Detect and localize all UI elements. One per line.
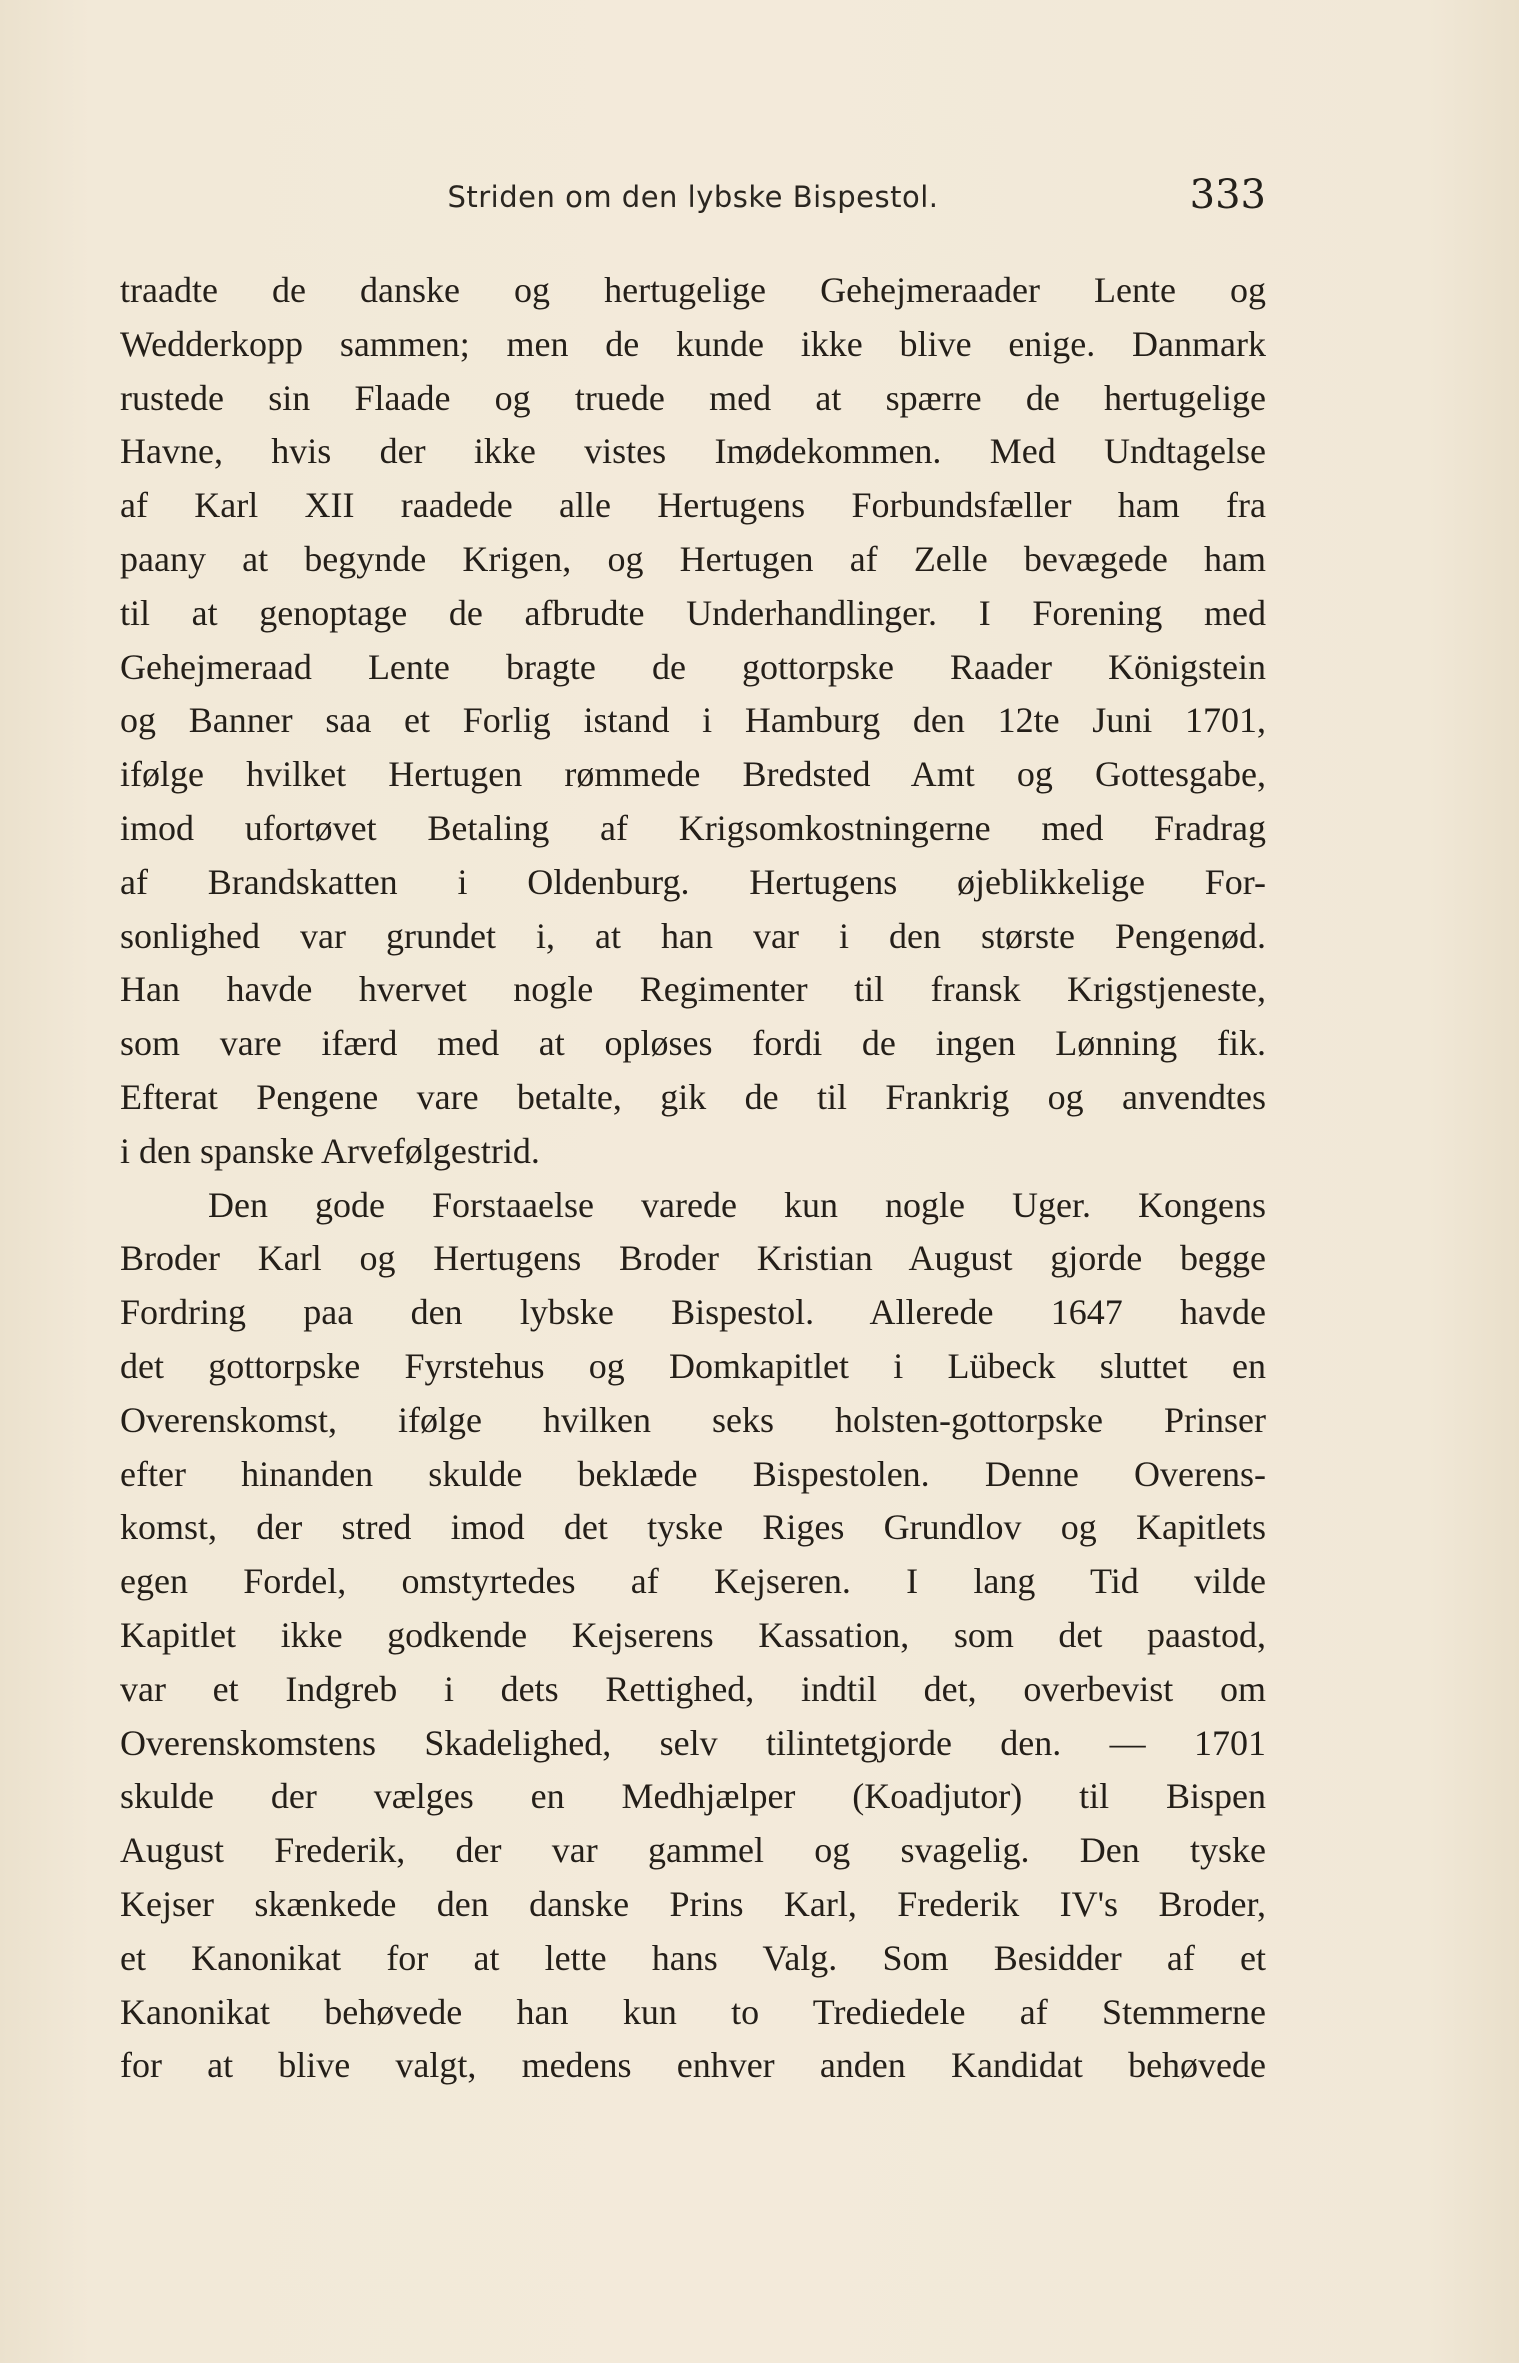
text-line: Efterat Pengene vare betalte, gik de til Frankrig og anvendtes — [120, 1076, 1266, 1117]
text-line: Kejser skænkede den danske Prins Karl, Frederik IV's Broder, — [120, 1883, 1266, 1924]
text-line: komst, der stred imod det tyske Riges Grundlov og Kapitlets — [120, 1507, 1266, 1548]
text-line: og Banner saa et Forlig istand i Hamburg den 12te Juni 1701, — [120, 700, 1266, 741]
text-line: Fordring paa den lybske Bispestol. Allerede 1647 havde — [120, 1292, 1266, 1333]
page-number: 333 — [1189, 172, 1266, 218]
text-line: skulde der vælges en Medhjælper (Koadjutor) til Bispen — [120, 1776, 1266, 1817]
text-line: sonlighed var grundet i, at han var i den største Pengenød. — [120, 915, 1266, 956]
running-title: Striden om den lybske Bispestol. — [447, 180, 939, 214]
text-line: Overenskomst, ifølge hvilken seks holsten-gottorpske Prinser — [120, 1399, 1266, 1440]
text-line: paany at begynde Krigen, og Hertugen af Zelle bevægede ham — [120, 538, 1266, 579]
text-line: et Kanonikat for at lette hans Valg. Som Besidder af et — [120, 1937, 1266, 1978]
text-line: af Karl XII raadede alle Hertugens Forbundsfæller ham fra — [120, 485, 1266, 526]
text-line: Overenskomstens Skadelighed, selv tilintetgjorde den. — 1701 — [120, 1722, 1266, 1763]
text-line: Broder Karl og Hertugens Broder Kristian August gjorde begge — [120, 1238, 1266, 1279]
text-line: af Brandskatten i Oldenburg. Hertugens øjeblikkelige For- — [120, 861, 1266, 902]
text-line: Havne, hvis der ikke vistes Imødekommen. Med Undtagelse — [120, 431, 1266, 472]
text-line: det gottorpske Fyrstehus og Domkapitlet i Lübeck sluttet en — [120, 1345, 1266, 1386]
text-line: Han havde hvervet nogle Regimenter til fransk Krigstjeneste, — [120, 969, 1266, 1010]
text-line: Gehejmeraad Lente bragte de gottorpske Raader Königstein — [120, 646, 1266, 687]
text-line: til at genoptage de afbrudte Underhandlinger. I Forening med — [120, 592, 1266, 633]
text-line: ifølge hvilket Hertugen rømmede Bredsted Amt og Gottesgabe, — [120, 754, 1266, 795]
text-line: var et Indgreb i dets Rettighed, indtil det, overbevist om — [120, 1668, 1266, 1709]
text-line: imod ufortøvet Betaling af Krigsomkostningerne med Fradrag — [120, 807, 1266, 848]
text-line: Wedderkopp sammen; men de kunde ikke blive enige. Danmark — [120, 323, 1266, 364]
text-line: som vare ifærd med at opløses fordi de ingen Lønning fik. — [120, 1023, 1266, 1064]
text-line: Kanonikat behøvede han kun to Trediedele af Stemmerne — [120, 1991, 1266, 2032]
text-line: efter hinanden skulde beklæde Bispestolen. Denne Overens- — [120, 1453, 1266, 1494]
paragraph-start-line: Den gode Forstaaelse varede kun nogle Uger. Kongens — [208, 1184, 1266, 1225]
text-line: August Frederik, der var gammel og svagelig. Den tyske — [120, 1830, 1266, 1871]
body-text — [120, 264, 1266, 2093]
text-line: for at blive valgt, medens enhver anden Kandidat behøvede — [120, 2045, 1266, 2086]
text-line: traadte de danske og hertugelige Gehejmeraader Lente og — [120, 270, 1266, 310]
paragraph-end-line: i den spanske Arvefølgestrid. — [120, 1130, 540, 1171]
text-line: rustede sin Flaade og truede med at spærre de hertugelige — [120, 377, 1266, 418]
text-line: egen Fordel, omstyrtedes af Kejseren. I lang Tid vilde — [120, 1561, 1266, 1602]
text-line: Kapitlet ikke godkende Kejserens Kassation, som det paastod, — [120, 1614, 1266, 1655]
running-head — [120, 172, 1266, 228]
